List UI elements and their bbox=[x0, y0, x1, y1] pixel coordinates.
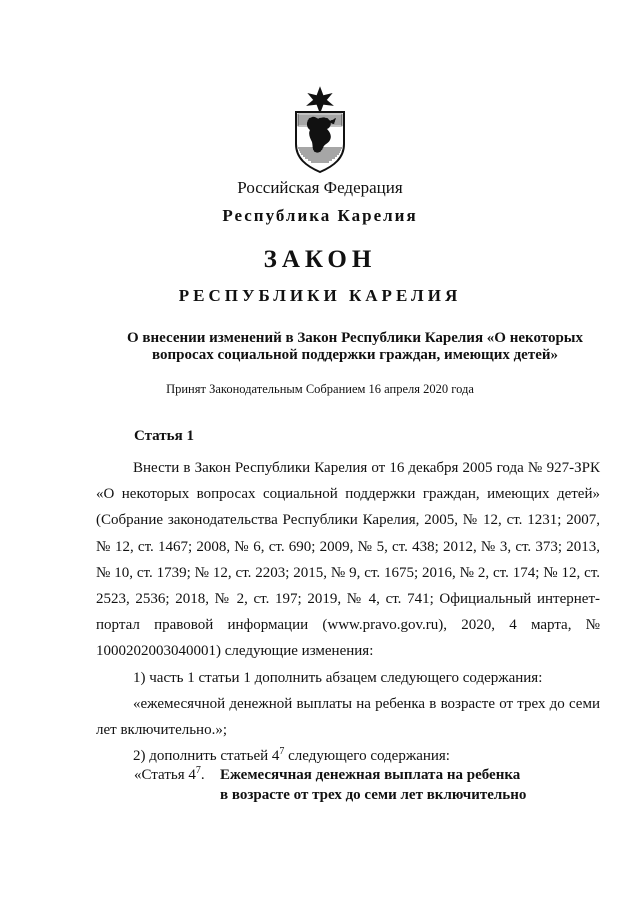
law-title: ЗАКОН bbox=[263, 246, 377, 273]
karelia-coat-of-arms-icon bbox=[290, 86, 350, 174]
item-1: 1) часть 1 статьи 1 дополнить абзацем следующего содержания: bbox=[133, 669, 543, 686]
law-subtitle: РЕСПУБЛИКИ КАРЕЛИЯ bbox=[178, 286, 462, 305]
new-article-superscript: 7 bbox=[195, 765, 201, 776]
item-2-text-end: следующего содержания: bbox=[284, 748, 450, 765]
country-name: Российская Федерация bbox=[237, 178, 403, 197]
item-1-quote: «ежемесячной денежной выплаты на ребенка в возрасте от трех до семи лет включительно.»; bbox=[96, 695, 600, 739]
new-article-heading bbox=[134, 765, 526, 805]
adoption-note: Принят Законодательным Собранием 16 апреля 2020 года bbox=[166, 382, 474, 396]
item-2-superscript: 7 bbox=[279, 746, 285, 758]
new-article-label-end: . bbox=[200, 767, 205, 783]
new-article-title-line-1: Ежемесячная денежная выплата на ребенка bbox=[220, 767, 521, 783]
item-2-text: 2) дополнить статьей 4 bbox=[133, 748, 280, 765]
new-article-title bbox=[220, 765, 526, 805]
article-label: Статья 1 bbox=[134, 428, 194, 444]
new-article-label bbox=[134, 765, 220, 785]
republic-name: Республика Карелия bbox=[222, 206, 418, 225]
new-article-title-line-2: в возрасте от трех до семи лет включительно bbox=[220, 787, 527, 803]
article-intro-paragraph: Внести в Закон Республики Карелия от 16 декабря 2005 года № 927-ЗРК «О некоторых вопросах социальной поддержки граждан, имеющих детей» (Собрание законодательства Республики Карелия, 2005, № 12, ст. 1231; 2007, № 12, ст. 1467; 2008, № 6, ст. 690; 2009, № 5, ст. 438; 2012, № 3, ст. 373; 2013, № 10, ст. 1739; № 12, ст. 2203; 2015, № 9, ст. 1675; 2016, № 2, ст. 174; № 12, ст. 2523, 2536; 2018, № 2, ст. 197; 2019, № 4, ст. 741; Официальный интернет-портал правовой информации (www.pravo.gov.ru), 2020, 4 марта, № 1000202003040001) следующие изменения: bbox=[96, 460, 600, 660]
article-body bbox=[96, 455, 600, 769]
law-heading: О внесении изменений в Закон Республики Карелия «О некоторых вопросах социальной поддержки граждан, имеющих детей» bbox=[126, 330, 583, 363]
new-article-label-text: «Статья 4 bbox=[134, 767, 196, 783]
